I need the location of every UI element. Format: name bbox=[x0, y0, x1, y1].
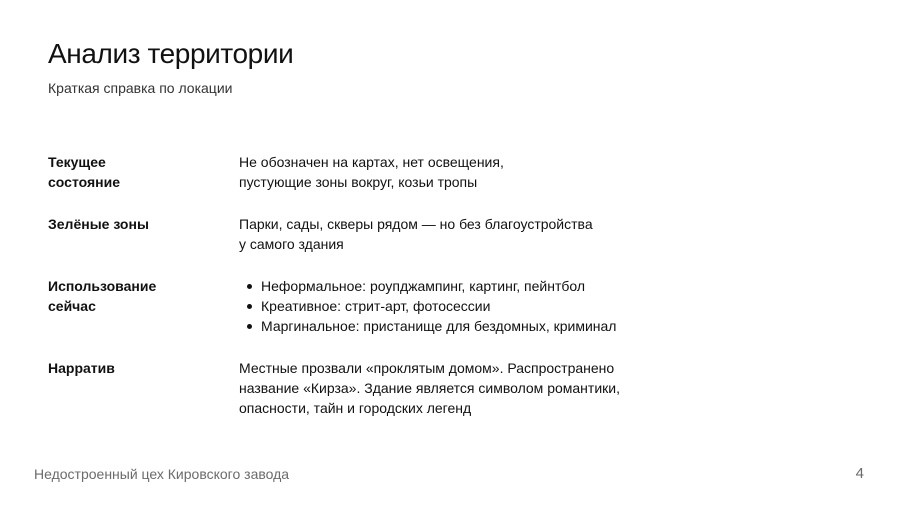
row-text bbox=[239, 152, 688, 192]
info-row-current-state bbox=[48, 152, 688, 192]
bullet-item bbox=[239, 316, 688, 336]
text-line: Не обозначен на картах, нет освещения, bbox=[239, 154, 504, 170]
row-bullets bbox=[239, 276, 688, 336]
row-label: Зелёные зоны bbox=[48, 216, 149, 232]
bullet-item bbox=[239, 276, 688, 296]
page-number: 4 bbox=[855, 465, 864, 482]
text-line: пустующие зоны вокруг, козьи тропы bbox=[239, 174, 478, 190]
text-line: название «Кирза». Здание является символом романтики, bbox=[239, 380, 620, 396]
info-row-current-usage bbox=[48, 276, 688, 336]
text-line: Местные прозвали «проклятым домом». Распространено bbox=[239, 360, 615, 376]
bullet-dot-icon bbox=[247, 304, 252, 309]
bullet-text: Маргинальное: пристанище для бездомных, криминал bbox=[261, 318, 617, 334]
bullet-text: Креативное: стрит-арт, фотосессии bbox=[261, 298, 491, 314]
bullet-item bbox=[239, 296, 688, 316]
bullet-dot-icon bbox=[247, 324, 252, 329]
info-row-narrative bbox=[48, 358, 688, 418]
row-text bbox=[239, 214, 688, 254]
row-text bbox=[239, 358, 688, 418]
row-label: Использование сейчас bbox=[48, 278, 157, 314]
info-table bbox=[48, 152, 688, 418]
footer-caption: Недостроенный цех Кировского завода bbox=[34, 466, 290, 482]
page-title: Анализ территории bbox=[48, 38, 294, 69]
row-label: Нарратив bbox=[48, 360, 115, 376]
bullet-list bbox=[239, 276, 688, 336]
text-line: Парки, сады, скверы рядом — но без благоустройства bbox=[239, 216, 593, 232]
info-row-green-zones bbox=[48, 214, 688, 254]
text-line: у самого здания bbox=[239, 236, 344, 252]
row-label: Текущее состояние bbox=[48, 154, 120, 190]
bullet-dot-icon bbox=[247, 284, 252, 289]
text-line: опасности, тайн и городских легенд bbox=[239, 400, 472, 416]
page-subtitle: Краткая справка по локации bbox=[48, 80, 233, 96]
bullet-text: Неформальное: роупджампинг, картинг, пейнтбол bbox=[261, 278, 586, 294]
